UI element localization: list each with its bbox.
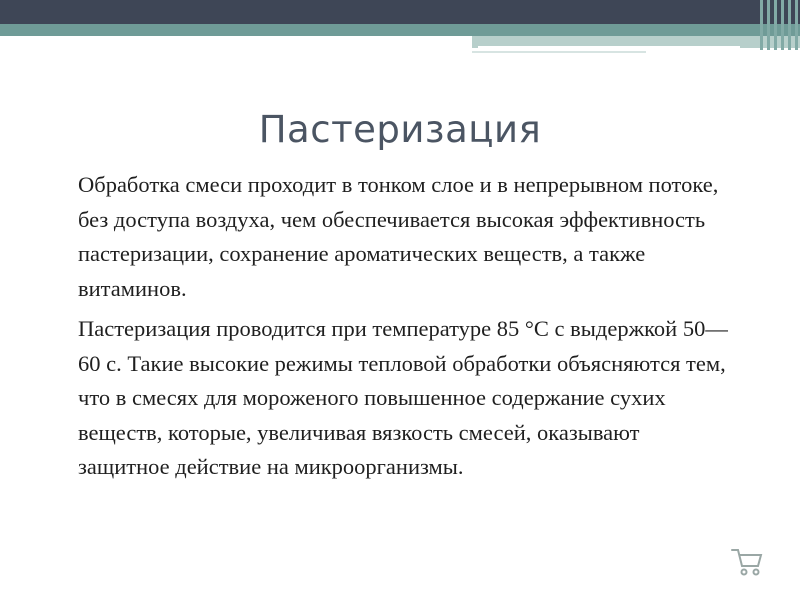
cart-logo-icon	[726, 544, 766, 578]
paragraph: Обработка смеси проходит в тонком слое и в непрерывном потоке, без доступа воздуха, чем обеспечивается высокая эффективность пастеризации, сохранение ароматических веществ, а также витаминов.	[78, 172, 719, 301]
header-stripes	[758, 0, 800, 50]
slide-body	[78, 168, 733, 485]
header-band-dark	[0, 0, 800, 24]
slide-title: Пастеризация	[258, 108, 542, 151]
header-line	[478, 46, 740, 48]
header-line	[472, 51, 646, 53]
paragraph: Пастеризация проводится при температуре 85 °С с выдержкой 50—60 с. Такие высокие режимы тепловой обработки объясняются тем, что в смесях для мороженого повышенное содержание сухих веществ, которые, увеличивая вязкость смесей, оказывают защитное действие на микроорганизмы.	[78, 316, 728, 479]
header-band-teal	[0, 24, 800, 36]
